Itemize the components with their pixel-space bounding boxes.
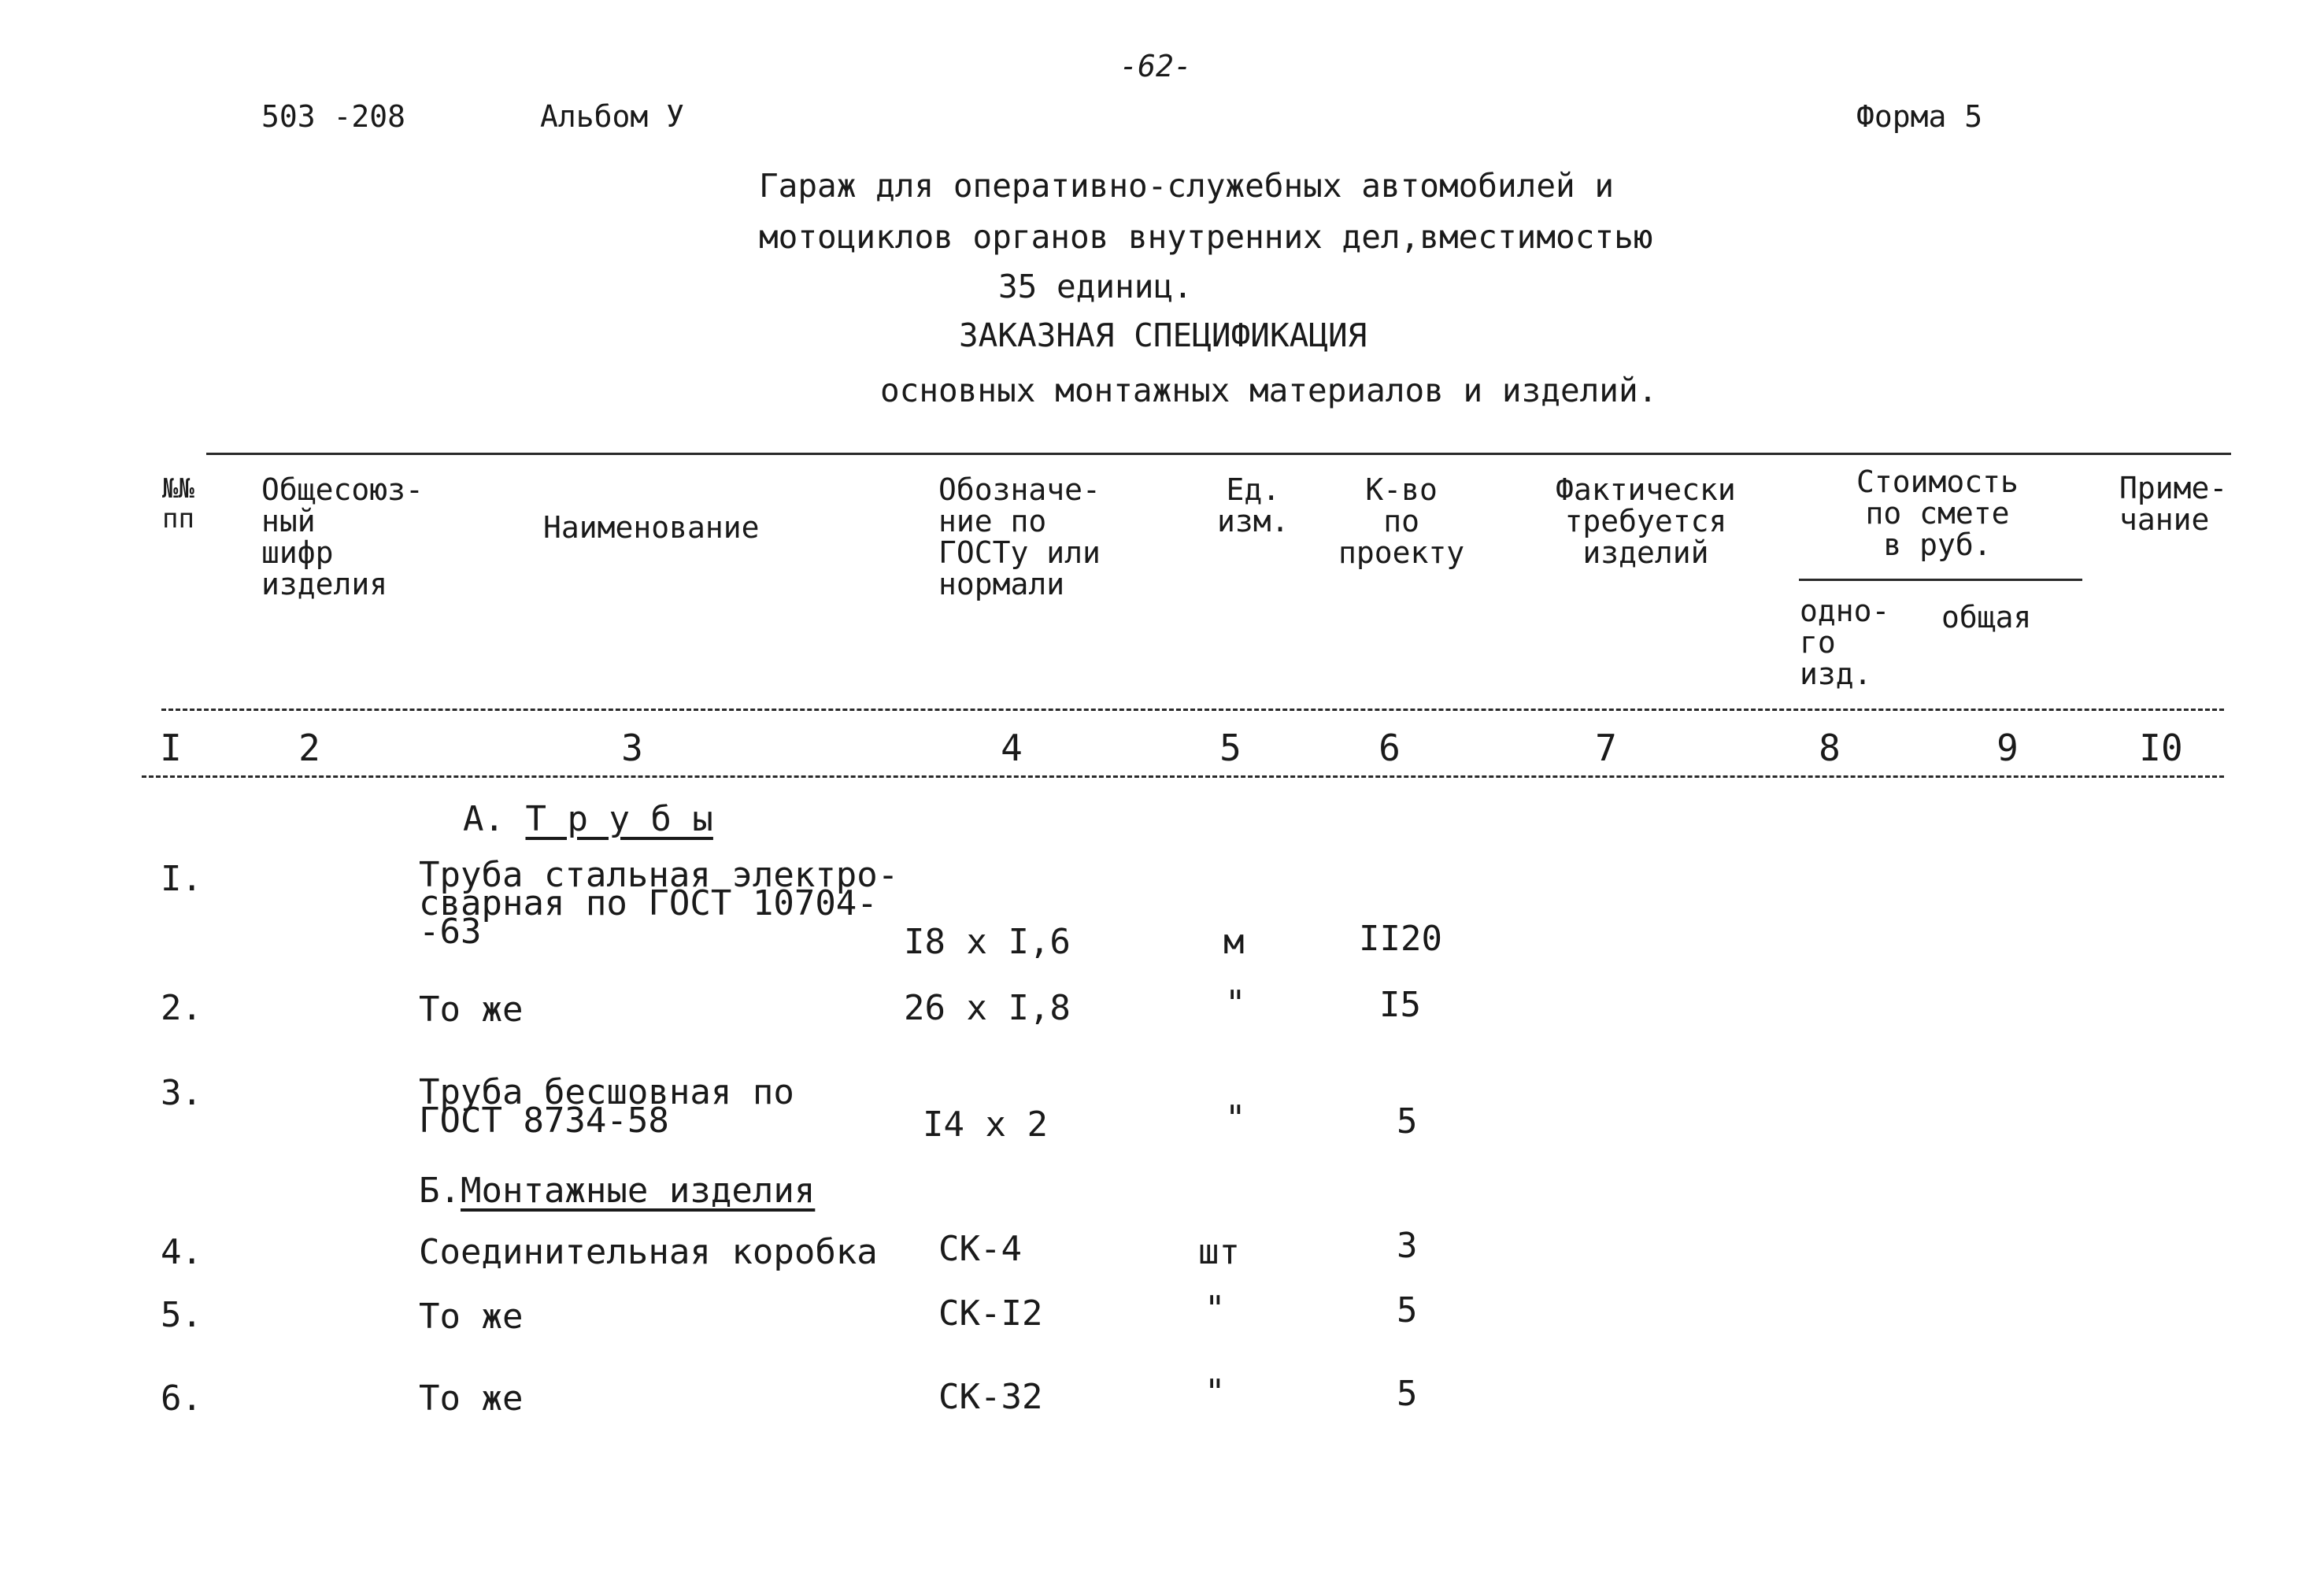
row-number: 6. — [161, 1378, 202, 1419]
item-designation: СК-I2 — [938, 1293, 1043, 1334]
column-numbers-rule — [142, 775, 2224, 778]
form-label: Форма 5 — [1856, 99, 1983, 134]
header-unit-cost: одно- го изд. — [1800, 594, 1890, 691]
column-number: I — [160, 727, 182, 769]
section-b-prefix: Б. — [419, 1171, 461, 1211]
album-label: Альбом У — [540, 99, 685, 134]
item-quantity: I5 — [1379, 985, 1421, 1025]
item-name: Труба бесшовная по ГОСТ 8734-58 — [419, 1072, 794, 1141]
item-unit: шт — [1198, 1232, 1240, 1272]
item-unit: м — [1223, 922, 1245, 962]
header-name: Наименование — [543, 510, 760, 545]
section-a-prefix: А. — [463, 799, 526, 839]
header-product-code: Общесоюз- ный шифр изделия — [261, 472, 424, 601]
title-line-2: мотоциклов органов внутренних дел,вместимостью — [759, 218, 1653, 256]
table-top-rule — [206, 453, 2231, 455]
item-quantity: 5 — [1397, 1101, 1418, 1142]
item-unit: " — [1205, 1372, 1226, 1412]
item-designation: СК-32 — [938, 1377, 1043, 1417]
row-number: 5. — [161, 1295, 202, 1335]
header-actual-required: Фактически требуется изделий — [1556, 472, 1736, 570]
item-quantity: II20 — [1359, 919, 1442, 959]
section-b-heading — [419, 1171, 815, 1211]
header-row-number: №№ пп — [162, 473, 194, 535]
header-designation: Обозначе- ние по ГОСТу или нормали — [938, 472, 1101, 601]
item-designation: I8 x I,6 — [904, 922, 1071, 962]
item-name: То же — [419, 1378, 524, 1419]
item-unit: " — [1225, 1098, 1246, 1138]
section-a-heading — [463, 800, 713, 839]
column-number: 7 — [1595, 727, 1617, 769]
header-estimated-cost: Стоимость по смете в руб. — [1856, 464, 2019, 562]
item-designation: СК-4 — [938, 1229, 1022, 1269]
title-line-1: Гараж для оперативно-служебных автомобилей и — [759, 167, 1615, 205]
column-number: I0 — [2139, 727, 2183, 769]
column-number: 3 — [621, 727, 643, 769]
item-designation: 26 x I,8 — [904, 988, 1071, 1028]
item-name: То же — [419, 990, 524, 1030]
column-number: 4 — [1001, 727, 1023, 769]
row-number: I. — [161, 859, 202, 899]
item-name: Труба стальная электро- сварная по ГОСТ 10704- -63 — [419, 855, 899, 952]
item-unit: " — [1225, 983, 1246, 1023]
doc-code: 503 -208 — [261, 99, 406, 134]
header-total-cost: общая — [1941, 600, 2032, 635]
column-number: 5 — [1219, 727, 1242, 769]
header-quantity: К-во по проекту — [1338, 472, 1465, 570]
document-heading: ЗАКАЗНАЯ СПЕЦИФИКАЦИЯ — [959, 316, 1367, 354]
header-note: Приме- чание — [2119, 471, 2228, 537]
item-name: Соединительная коробка — [419, 1232, 878, 1272]
title-line-3: 35 единиц. — [998, 268, 1193, 305]
header-bottom-rule — [161, 709, 2224, 711]
column-number: 9 — [1996, 727, 2019, 769]
column-number: 2 — [298, 727, 320, 769]
row-number: 2. — [161, 988, 202, 1028]
page-number: -62- — [1119, 49, 1192, 83]
row-number: 4. — [161, 1232, 202, 1272]
item-quantity: 3 — [1397, 1226, 1418, 1266]
item-quantity: 5 — [1397, 1374, 1418, 1414]
item-quantity: 5 — [1397, 1290, 1418, 1330]
section-a-title: Т р у б ы — [525, 799, 713, 839]
item-name: То же — [419, 1297, 524, 1337]
column-number: 8 — [1819, 727, 1841, 769]
row-number: 3. — [161, 1073, 202, 1113]
cost-subheader-rule — [1799, 579, 2082, 581]
header-unit: Ед. изм. — [1217, 472, 1290, 538]
item-unit: " — [1205, 1289, 1226, 1329]
item-designation: I4 x 2 — [923, 1105, 1048, 1145]
column-number: 6 — [1378, 727, 1401, 769]
section-b-title: Монтажные изделия — [460, 1171, 816, 1211]
title-line-5: основных монтажных материалов и изделий. — [880, 372, 1658, 409]
